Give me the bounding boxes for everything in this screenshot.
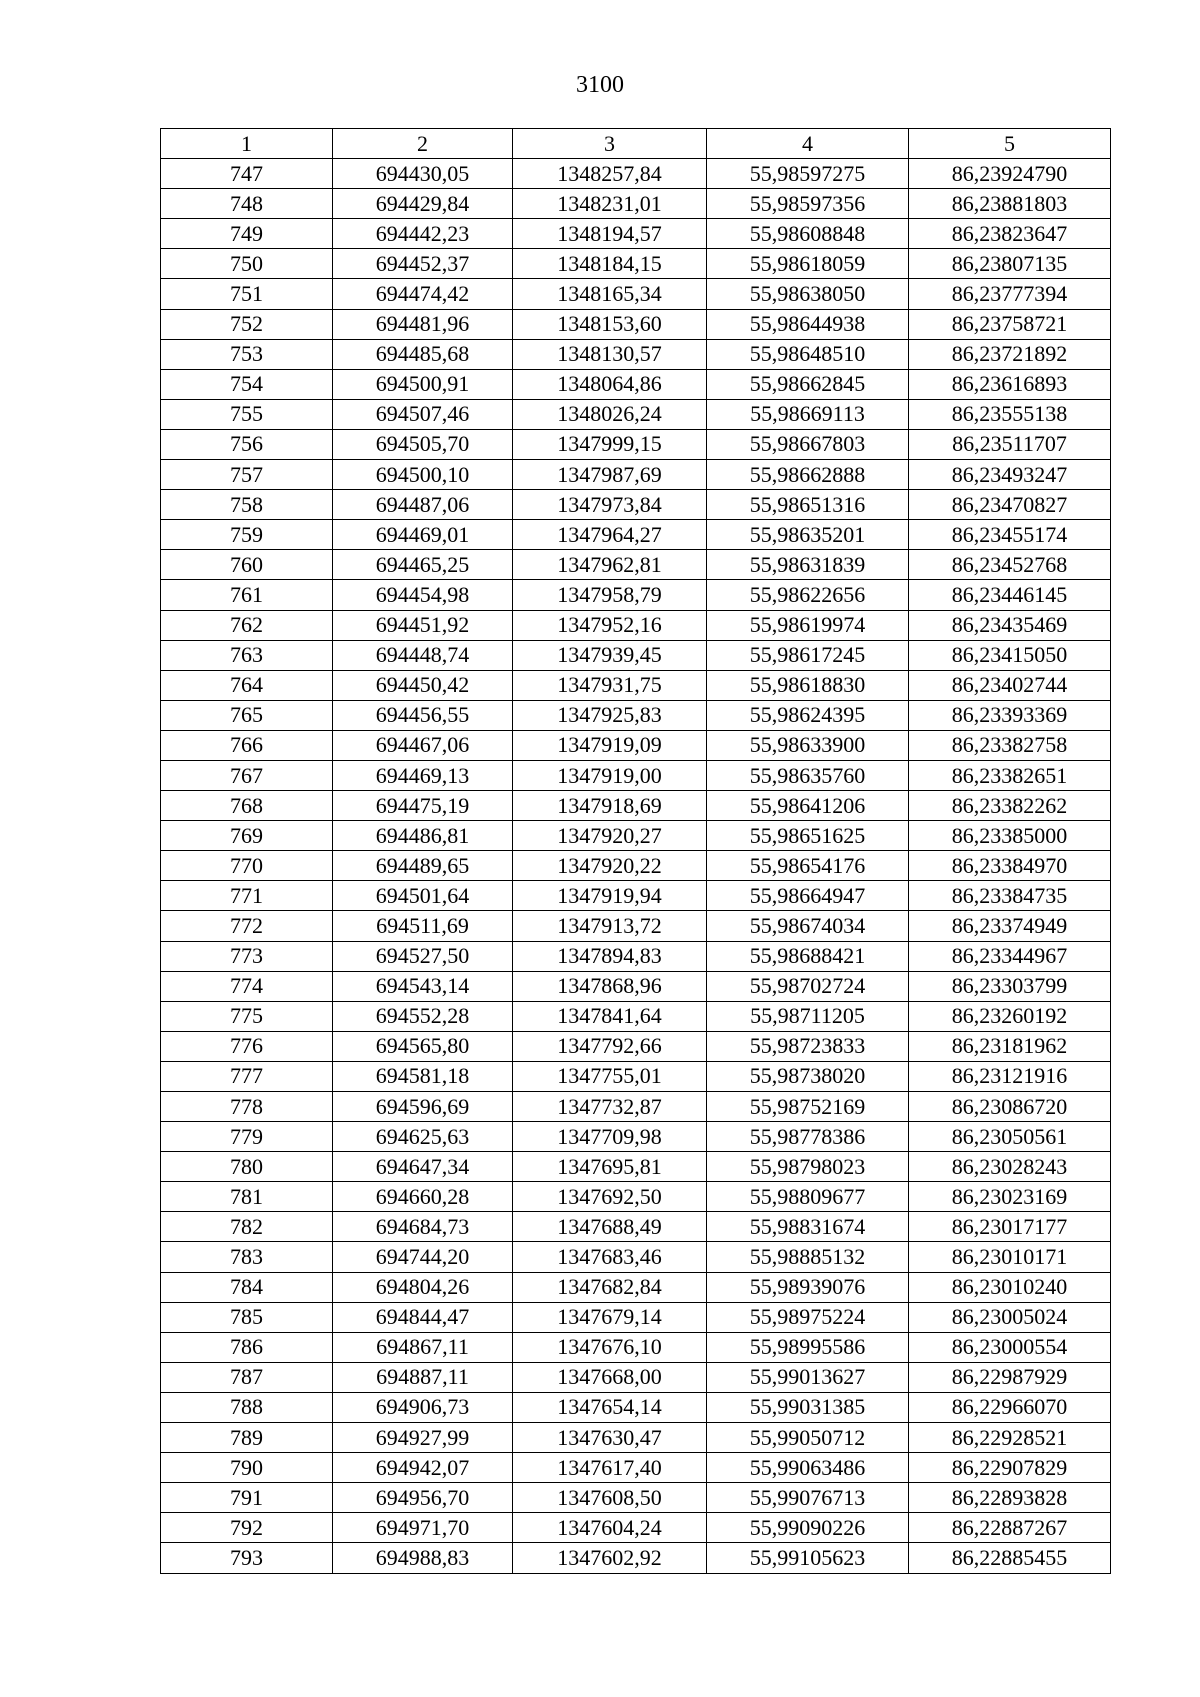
- longitude-cell: 86,23010240: [909, 1272, 1111, 1302]
- point-number-cell: 750: [161, 249, 333, 279]
- latitude-cell: 55,98688421: [707, 941, 909, 971]
- point-number-cell: 775: [161, 1001, 333, 1031]
- latitude-cell: 55,99013627: [707, 1362, 909, 1392]
- table-row: [161, 760, 1111, 790]
- longitude-cell: 86,23382262: [909, 791, 1111, 821]
- y-coordinate-cell: 1347668,00: [513, 1362, 707, 1392]
- table-row: [161, 640, 1111, 670]
- longitude-cell: 86,23382651: [909, 760, 1111, 790]
- y-coordinate-cell: 1347630,47: [513, 1423, 707, 1453]
- latitude-cell: 55,98631839: [707, 550, 909, 580]
- x-coordinate-cell: 694660,28: [333, 1182, 513, 1212]
- longitude-cell: 86,23384735: [909, 881, 1111, 911]
- table-row: [161, 309, 1111, 339]
- x-coordinate-cell: 694451,92: [333, 610, 513, 640]
- y-coordinate-cell: 1347999,15: [513, 429, 707, 459]
- latitude-cell: 55,98939076: [707, 1272, 909, 1302]
- point-number-cell: 772: [161, 911, 333, 941]
- y-coordinate-cell: 1347918,69: [513, 791, 707, 821]
- latitude-cell: 55,98662888: [707, 460, 909, 490]
- latitude-cell: 55,98597356: [707, 189, 909, 219]
- y-coordinate-cell: 1348026,24: [513, 399, 707, 429]
- table-row: [161, 911, 1111, 941]
- x-coordinate-cell: 694452,37: [333, 249, 513, 279]
- header-row: [161, 129, 1111, 159]
- point-number-cell: 759: [161, 520, 333, 550]
- point-number-cell: 777: [161, 1061, 333, 1091]
- longitude-cell: 86,23374949: [909, 911, 1111, 941]
- table-row: [161, 1122, 1111, 1152]
- y-coordinate-cell: 1347682,84: [513, 1272, 707, 1302]
- y-coordinate-cell: 1347939,45: [513, 640, 707, 670]
- table-row: [161, 369, 1111, 399]
- latitude-cell: 55,99076713: [707, 1483, 909, 1513]
- longitude-cell: 86,23010171: [909, 1242, 1111, 1272]
- table-row: [161, 1362, 1111, 1392]
- x-coordinate-cell: 694487,06: [333, 490, 513, 520]
- point-number-cell: 768: [161, 791, 333, 821]
- x-coordinate-cell: 694467,06: [333, 730, 513, 760]
- y-coordinate-cell: 1348130,57: [513, 339, 707, 369]
- point-number-cell: 760: [161, 550, 333, 580]
- latitude-cell: 55,98622656: [707, 580, 909, 610]
- longitude-cell: 86,23260192: [909, 1001, 1111, 1031]
- x-coordinate-cell: 694581,18: [333, 1061, 513, 1091]
- longitude-cell: 86,23452768: [909, 550, 1111, 580]
- y-coordinate-cell: 1348257,84: [513, 159, 707, 189]
- longitude-cell: 86,23511707: [909, 429, 1111, 459]
- x-coordinate-cell: 694489,65: [333, 851, 513, 881]
- latitude-cell: 55,98635201: [707, 520, 909, 550]
- x-coordinate-cell: 694469,13: [333, 760, 513, 790]
- x-coordinate-cell: 694474,42: [333, 279, 513, 309]
- longitude-cell: 86,23402744: [909, 670, 1111, 700]
- latitude-cell: 55,98644938: [707, 309, 909, 339]
- point-number-cell: 765: [161, 700, 333, 730]
- x-coordinate-cell: 694844,47: [333, 1302, 513, 1332]
- table-row: [161, 791, 1111, 821]
- x-coordinate-cell: 694511,69: [333, 911, 513, 941]
- longitude-cell: 86,23344967: [909, 941, 1111, 971]
- longitude-cell: 86,23616893: [909, 369, 1111, 399]
- x-coordinate-cell: 694596,69: [333, 1092, 513, 1122]
- table-row: [161, 219, 1111, 249]
- point-number-cell: 781: [161, 1182, 333, 1212]
- x-coordinate-cell: 694501,64: [333, 881, 513, 911]
- latitude-cell: 55,98667803: [707, 429, 909, 459]
- latitude-cell: 55,98651316: [707, 490, 909, 520]
- latitude-cell: 55,99105623: [707, 1543, 909, 1573]
- table-header: [161, 129, 1111, 159]
- table-row: [161, 1242, 1111, 1272]
- latitude-cell: 55,98654176: [707, 851, 909, 881]
- point-number-cell: 747: [161, 159, 333, 189]
- y-coordinate-cell: 1348064,86: [513, 369, 707, 399]
- point-number-cell: 753: [161, 339, 333, 369]
- table-row: [161, 1212, 1111, 1242]
- x-coordinate-cell: 694804,26: [333, 1272, 513, 1302]
- y-coordinate-cell: 1348231,01: [513, 189, 707, 219]
- table-row: [161, 249, 1111, 279]
- latitude-cell: 55,99090226: [707, 1513, 909, 1543]
- y-coordinate-cell: 1348153,60: [513, 309, 707, 339]
- y-coordinate-cell: 1347987,69: [513, 460, 707, 490]
- latitude-cell: 55,98633900: [707, 730, 909, 760]
- x-coordinate-cell: 694906,73: [333, 1392, 513, 1422]
- longitude-cell: 86,23181962: [909, 1031, 1111, 1061]
- table-row: [161, 821, 1111, 851]
- point-number-cell: 793: [161, 1543, 333, 1573]
- x-coordinate-cell: 694500,10: [333, 460, 513, 490]
- y-coordinate-cell: 1347919,94: [513, 881, 707, 911]
- point-number-cell: 785: [161, 1302, 333, 1332]
- y-coordinate-cell: 1347654,14: [513, 1392, 707, 1422]
- latitude-cell: 55,98723833: [707, 1031, 909, 1061]
- x-coordinate-cell: 694456,55: [333, 700, 513, 730]
- column-header-2: 2: [333, 129, 513, 159]
- y-coordinate-cell: 1347919,00: [513, 760, 707, 790]
- latitude-cell: 55,98635760: [707, 760, 909, 790]
- latitude-cell: 55,98619974: [707, 610, 909, 640]
- longitude-cell: 86,23050561: [909, 1122, 1111, 1152]
- point-number-cell: 783: [161, 1242, 333, 1272]
- x-coordinate-cell: 694481,96: [333, 309, 513, 339]
- longitude-cell: 86,23382758: [909, 730, 1111, 760]
- point-number-cell: 788: [161, 1392, 333, 1422]
- longitude-cell: 86,23023169: [909, 1182, 1111, 1212]
- point-number-cell: 782: [161, 1212, 333, 1242]
- column-header-3: 3: [513, 129, 707, 159]
- table-row: [161, 550, 1111, 580]
- latitude-cell: 55,98702724: [707, 971, 909, 1001]
- point-number-cell: 757: [161, 460, 333, 490]
- point-number-cell: 789: [161, 1423, 333, 1453]
- x-coordinate-cell: 694565,80: [333, 1031, 513, 1061]
- longitude-cell: 86,23415050: [909, 640, 1111, 670]
- x-coordinate-cell: 694647,34: [333, 1152, 513, 1182]
- longitude-cell: 86,22966070: [909, 1392, 1111, 1422]
- x-coordinate-cell: 694448,74: [333, 640, 513, 670]
- y-coordinate-cell: 1347617,40: [513, 1453, 707, 1483]
- table-body: [161, 159, 1111, 1573]
- column-header-5: 5: [909, 129, 1111, 159]
- point-number-cell: 770: [161, 851, 333, 881]
- longitude-cell: 86,23758721: [909, 309, 1111, 339]
- point-number-cell: 769: [161, 821, 333, 851]
- point-number-cell: 773: [161, 941, 333, 971]
- table-row: [161, 881, 1111, 911]
- latitude-cell: 55,98809677: [707, 1182, 909, 1212]
- table-row: [161, 700, 1111, 730]
- table-row: [161, 971, 1111, 1001]
- x-coordinate-cell: 694988,83: [333, 1543, 513, 1573]
- latitude-cell: 55,98618059: [707, 249, 909, 279]
- latitude-cell: 55,98674034: [707, 911, 909, 941]
- table-row: [161, 399, 1111, 429]
- table-row: [161, 580, 1111, 610]
- table-row: [161, 520, 1111, 550]
- x-coordinate-cell: 694429,84: [333, 189, 513, 219]
- longitude-cell: 86,23881803: [909, 189, 1111, 219]
- point-number-cell: 749: [161, 219, 333, 249]
- x-coordinate-cell: 694507,46: [333, 399, 513, 429]
- table-row: [161, 1332, 1111, 1362]
- x-coordinate-cell: 694486,81: [333, 821, 513, 851]
- latitude-cell: 55,98618830: [707, 670, 909, 700]
- latitude-cell: 55,98778386: [707, 1122, 909, 1152]
- latitude-cell: 55,99031385: [707, 1392, 909, 1422]
- longitude-cell: 86,22928521: [909, 1423, 1111, 1453]
- table-row: [161, 189, 1111, 219]
- table-row: [161, 1513, 1111, 1543]
- latitude-cell: 55,98624395: [707, 700, 909, 730]
- x-coordinate-cell: 694552,28: [333, 1001, 513, 1031]
- table-row: [161, 1001, 1111, 1031]
- y-coordinate-cell: 1347868,96: [513, 971, 707, 1001]
- table-row: [161, 1272, 1111, 1302]
- latitude-cell: 55,98662845: [707, 369, 909, 399]
- y-coordinate-cell: 1347894,83: [513, 941, 707, 971]
- latitude-cell: 55,98711205: [707, 1001, 909, 1031]
- point-number-cell: 780: [161, 1152, 333, 1182]
- point-number-cell: 764: [161, 670, 333, 700]
- x-coordinate-cell: 694505,70: [333, 429, 513, 459]
- table-row: [161, 1061, 1111, 1091]
- latitude-cell: 55,99063486: [707, 1453, 909, 1483]
- point-number-cell: 792: [161, 1513, 333, 1543]
- x-coordinate-cell: 694527,50: [333, 941, 513, 971]
- longitude-cell: 86,23455174: [909, 520, 1111, 550]
- table-row: [161, 1543, 1111, 1573]
- y-coordinate-cell: 1347679,14: [513, 1302, 707, 1332]
- x-coordinate-cell: 694625,63: [333, 1122, 513, 1152]
- y-coordinate-cell: 1347913,72: [513, 911, 707, 941]
- latitude-cell: 55,98975224: [707, 1302, 909, 1332]
- latitude-cell: 55,98617245: [707, 640, 909, 670]
- longitude-cell: 86,22907829: [909, 1453, 1111, 1483]
- x-coordinate-cell: 694430,05: [333, 159, 513, 189]
- y-coordinate-cell: 1347962,81: [513, 550, 707, 580]
- longitude-cell: 86,23393369: [909, 700, 1111, 730]
- y-coordinate-cell: 1347931,75: [513, 670, 707, 700]
- x-coordinate-cell: 694485,68: [333, 339, 513, 369]
- point-number-cell: 786: [161, 1332, 333, 1362]
- y-coordinate-cell: 1347958,79: [513, 580, 707, 610]
- x-coordinate-cell: 694465,25: [333, 550, 513, 580]
- table-row: [161, 730, 1111, 760]
- y-coordinate-cell: 1347602,92: [513, 1543, 707, 1573]
- x-coordinate-cell: 694543,14: [333, 971, 513, 1001]
- point-number-cell: 751: [161, 279, 333, 309]
- y-coordinate-cell: 1347964,27: [513, 520, 707, 550]
- longitude-cell: 86,23493247: [909, 460, 1111, 490]
- longitude-cell: 86,22987929: [909, 1362, 1111, 1392]
- latitude-cell: 55,98664947: [707, 881, 909, 911]
- x-coordinate-cell: 694942,07: [333, 1453, 513, 1483]
- longitude-cell: 86,22885455: [909, 1543, 1111, 1573]
- longitude-cell: 86,23446145: [909, 580, 1111, 610]
- x-coordinate-cell: 694867,11: [333, 1332, 513, 1362]
- longitude-cell: 86,23470827: [909, 490, 1111, 520]
- table-row: [161, 159, 1111, 189]
- y-coordinate-cell: 1348194,57: [513, 219, 707, 249]
- y-coordinate-cell: 1347925,83: [513, 700, 707, 730]
- point-number-cell: 779: [161, 1122, 333, 1152]
- latitude-cell: 55,98669113: [707, 399, 909, 429]
- table-row: [161, 1031, 1111, 1061]
- y-coordinate-cell: 1347709,98: [513, 1122, 707, 1152]
- table-row: [161, 339, 1111, 369]
- point-number-cell: 748: [161, 189, 333, 219]
- longitude-cell: 86,23435469: [909, 610, 1111, 640]
- point-number-cell: 774: [161, 971, 333, 1001]
- column-header-1: 1: [161, 129, 333, 159]
- point-number-cell: 755: [161, 399, 333, 429]
- y-coordinate-cell: 1347683,46: [513, 1242, 707, 1272]
- point-number-cell: 767: [161, 760, 333, 790]
- x-coordinate-cell: 694887,11: [333, 1362, 513, 1392]
- y-coordinate-cell: 1347692,50: [513, 1182, 707, 1212]
- latitude-cell: 55,99050712: [707, 1423, 909, 1453]
- table-row: [161, 1392, 1111, 1422]
- latitude-cell: 55,98597275: [707, 159, 909, 189]
- longitude-cell: 86,23924790: [909, 159, 1111, 189]
- longitude-cell: 86,23823647: [909, 219, 1111, 249]
- longitude-cell: 86,23017177: [909, 1212, 1111, 1242]
- point-number-cell: 761: [161, 580, 333, 610]
- point-number-cell: 776: [161, 1031, 333, 1061]
- table-row: [161, 670, 1111, 700]
- latitude-cell: 55,98638050: [707, 279, 909, 309]
- point-number-cell: 756: [161, 429, 333, 459]
- y-coordinate-cell: 1347732,87: [513, 1092, 707, 1122]
- x-coordinate-cell: 694475,19: [333, 791, 513, 821]
- table-row: [161, 1423, 1111, 1453]
- y-coordinate-cell: 1347952,16: [513, 610, 707, 640]
- longitude-cell: 86,23555138: [909, 399, 1111, 429]
- longitude-cell: 86,23303799: [909, 971, 1111, 1001]
- x-coordinate-cell: 694469,01: [333, 520, 513, 550]
- point-number-cell: 758: [161, 490, 333, 520]
- x-coordinate-cell: 694500,91: [333, 369, 513, 399]
- latitude-cell: 55,98608848: [707, 219, 909, 249]
- latitude-cell: 55,98738020: [707, 1061, 909, 1091]
- table-row: [161, 851, 1111, 881]
- longitude-cell: 86,23721892: [909, 339, 1111, 369]
- table-row: [161, 490, 1111, 520]
- y-coordinate-cell: 1347604,24: [513, 1513, 707, 1543]
- latitude-cell: 55,98831674: [707, 1212, 909, 1242]
- x-coordinate-cell: 694744,20: [333, 1242, 513, 1272]
- point-number-cell: 784: [161, 1272, 333, 1302]
- x-coordinate-cell: 694454,98: [333, 580, 513, 610]
- latitude-cell: 55,98752169: [707, 1092, 909, 1122]
- y-coordinate-cell: 1348165,34: [513, 279, 707, 309]
- point-number-cell: 791: [161, 1483, 333, 1513]
- point-number-cell: 752: [161, 309, 333, 339]
- longitude-cell: 86,23005024: [909, 1302, 1111, 1332]
- longitude-cell: 86,23028243: [909, 1152, 1111, 1182]
- y-coordinate-cell: 1347608,50: [513, 1483, 707, 1513]
- latitude-cell: 55,98798023: [707, 1152, 909, 1182]
- point-number-cell: 762: [161, 610, 333, 640]
- page-number: 3100: [576, 72, 624, 98]
- longitude-cell: 86,23086720: [909, 1092, 1111, 1122]
- x-coordinate-cell: 694971,70: [333, 1513, 513, 1543]
- column-header-4: 4: [707, 129, 909, 159]
- y-coordinate-cell: 1347973,84: [513, 490, 707, 520]
- latitude-cell: 55,98651625: [707, 821, 909, 851]
- latitude-cell: 55,98995586: [707, 1332, 909, 1362]
- table-row: [161, 1483, 1111, 1513]
- longitude-cell: 86,23777394: [909, 279, 1111, 309]
- y-coordinate-cell: 1347688,49: [513, 1212, 707, 1242]
- point-number-cell: 771: [161, 881, 333, 911]
- longitude-cell: 86,23807135: [909, 249, 1111, 279]
- latitude-cell: 55,98648510: [707, 339, 909, 369]
- y-coordinate-cell: 1347695,81: [513, 1152, 707, 1182]
- table-row: [161, 460, 1111, 490]
- point-number-cell: 763: [161, 640, 333, 670]
- latitude-cell: 55,98641206: [707, 791, 909, 821]
- x-coordinate-cell: 694684,73: [333, 1212, 513, 1242]
- point-number-cell: 790: [161, 1453, 333, 1483]
- y-coordinate-cell: 1347920,22: [513, 851, 707, 881]
- longitude-cell: 86,22887267: [909, 1513, 1111, 1543]
- x-coordinate-cell: 694956,70: [333, 1483, 513, 1513]
- longitude-cell: 86,23000554: [909, 1332, 1111, 1362]
- latitude-cell: 55,98885132: [707, 1242, 909, 1272]
- longitude-cell: 86,23121916: [909, 1061, 1111, 1091]
- table-row: [161, 429, 1111, 459]
- table-row: [161, 1182, 1111, 1212]
- table-row: [161, 279, 1111, 309]
- point-number-cell: 778: [161, 1092, 333, 1122]
- table-row: [161, 1453, 1111, 1483]
- x-coordinate-cell: 694927,99: [333, 1423, 513, 1453]
- point-number-cell: 766: [161, 730, 333, 760]
- x-coordinate-cell: 694442,23: [333, 219, 513, 249]
- y-coordinate-cell: 1347919,09: [513, 730, 707, 760]
- longitude-cell: 86,22893828: [909, 1483, 1111, 1513]
- point-number-cell: 754: [161, 369, 333, 399]
- y-coordinate-cell: 1347755,01: [513, 1061, 707, 1091]
- x-coordinate-cell: 694450,42: [333, 670, 513, 700]
- point-number-cell: 787: [161, 1362, 333, 1392]
- y-coordinate-cell: 1347676,10: [513, 1332, 707, 1362]
- table-row: [161, 610, 1111, 640]
- table-row: [161, 1152, 1111, 1182]
- longitude-cell: 86,23385000: [909, 821, 1111, 851]
- y-coordinate-cell: 1348184,15: [513, 249, 707, 279]
- table-row: [161, 1302, 1111, 1332]
- y-coordinate-cell: 1347841,64: [513, 1001, 707, 1031]
- y-coordinate-cell: 1347792,66: [513, 1031, 707, 1061]
- y-coordinate-cell: 1347920,27: [513, 821, 707, 851]
- longitude-cell: 86,23384970: [909, 851, 1111, 881]
- table-row: [161, 941, 1111, 971]
- table-row: [161, 1092, 1111, 1122]
- coordinates-table: [160, 128, 1111, 1574]
